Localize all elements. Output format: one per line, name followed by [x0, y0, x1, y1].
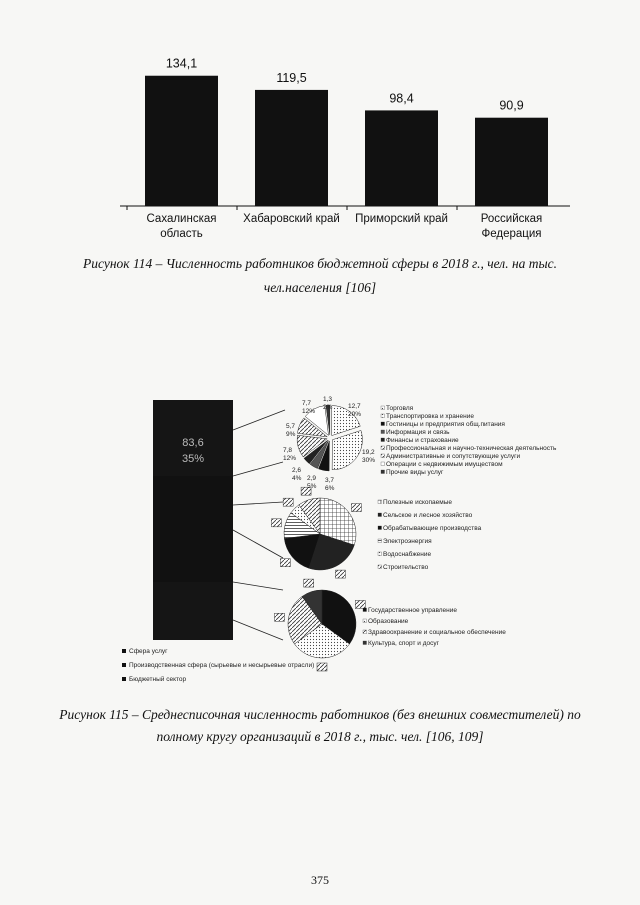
pie1-label: 5% [307, 483, 317, 490]
svg-text:Здравоохранение и социальное о: Здравоохранение и социальное обеспечение [368, 629, 506, 636]
fig114-caption-line1: Рисунок 114 – Численность работников бюджетной сферы в 2018 г., чел. на тыс. [82, 256, 558, 271]
pie-data-label-box [317, 663, 327, 671]
legend-marker [363, 641, 367, 645]
svg-text:Профессиональная и научно-техн: Профессиональная и научно-техническая деятельность [386, 445, 557, 452]
bar-category-label: Хабаровский край [243, 213, 340, 225]
connector-line [233, 620, 283, 640]
bar-category-label: область [160, 228, 203, 240]
stacked-bar-pct: 35% [181, 453, 205, 465]
svg-text:Культура, спорт и досуг: Культура, спорт и досуг [368, 640, 439, 647]
pie-data-label-box [275, 613, 285, 621]
pie1-label: 12% [302, 408, 316, 415]
pie1-label: 12% [283, 455, 297, 462]
svg-text:Образование: Образование [368, 618, 409, 625]
bar-value-label: 98,4 [389, 91, 414, 106]
legend-marker [381, 430, 385, 434]
stacked-bar-value: 83,6 [182, 437, 204, 449]
pie3-legend [368, 607, 506, 647]
legend-marker [381, 446, 385, 450]
svg-text:Гостиницы и предприятия общ.пи: Гостиницы и предприятия общ.питания [386, 421, 505, 428]
bar-category-label: Сахалинская [146, 213, 217, 225]
pie1-label: 6% [325, 485, 335, 492]
legend-marker [378, 513, 382, 517]
bar [255, 90, 328, 206]
connector-line [233, 582, 283, 590]
svg-text:Торговля: Торговля [386, 405, 414, 412]
bar-category-label: Российская [480, 213, 543, 225]
legend-marker [378, 565, 382, 569]
pie1-legend [386, 405, 557, 476]
svg-text:Сельское и лесное хозяйство: Сельское и лесное хозяйство [383, 512, 473, 519]
svg-text:Операции с недвижимым имуществ: Операции с недвижимым имуществом [386, 461, 503, 468]
svg-text:Информация и связь: Информация и связь [386, 429, 450, 436]
svg-text:Финансы и страхование: Финансы и страхование [386, 437, 459, 444]
legend-marker [363, 619, 367, 623]
legend-marker [363, 630, 367, 634]
svg-text:Государственное управление: Государственное управление [368, 607, 457, 614]
bar-category-label: Приморский край [355, 213, 448, 225]
connector-line [233, 530, 283, 558]
bar-value-label: 90,9 [499, 98, 524, 113]
pie-data-label-box [351, 504, 361, 512]
pie1-label: 7,8 [283, 447, 293, 454]
pie-data-label-box [280, 559, 290, 567]
svg-text:Транспортировка и хранение: Транспортировка и хранение [386, 413, 474, 420]
pie1-label: 19,2 [362, 449, 375, 456]
bar-value-label: 134,1 [165, 56, 198, 71]
legend-marker [381, 422, 385, 426]
fig115-caption-line2: полному кругу организаций в 2018 г., тыс. чел. [106, 109] [156, 729, 484, 744]
legend-marker [378, 552, 382, 556]
legend-marker [381, 438, 385, 442]
pie-slice [332, 430, 362, 469]
svg-text:Строительство: Строительство [383, 564, 429, 571]
pie1-label: 30% [362, 457, 376, 464]
legend-marker [381, 454, 385, 458]
pie2-legend [383, 499, 482, 571]
legend-marker [381, 470, 385, 474]
bar [475, 118, 548, 206]
svg-text:Водоснабжение: Водоснабжение [383, 551, 432, 558]
bar [145, 76, 218, 206]
pie1-label: 2% [323, 404, 333, 411]
pie1-label: 2,6 [292, 467, 302, 474]
pie1-label: 5,7 [286, 423, 296, 430]
stacked-bar-budget [153, 582, 233, 640]
fig114-bar-chart [0, 0, 640, 260]
pie-data-label-box [335, 570, 345, 578]
connector-line [233, 502, 283, 505]
bar [365, 110, 438, 206]
connector-line [233, 462, 283, 476]
svg-text:Производственная сфера (сырьев: Производственная сфера (сырьевые и несырьевые отрасли) [129, 662, 315, 669]
pie1-label: 1,3 [323, 396, 333, 403]
stacked-bar-legend [122, 648, 314, 683]
svg-text:Бюджетный сектор: Бюджетный сектор [129, 676, 187, 683]
pie1-label: 4% [292, 475, 302, 482]
pie-data-label-box [304, 579, 314, 587]
legend-marker [363, 608, 367, 612]
bar-category-label: Федерация [481, 228, 542, 240]
page-number: 375 [311, 873, 329, 887]
pie1-label: 12,7 [348, 403, 361, 410]
stacked-bar-production [153, 476, 233, 582]
svg-text:Электроэнергия: Электроэнергия [383, 538, 432, 545]
pie1-label: 3,7 [325, 477, 335, 484]
pie1-label: 2,9 [307, 475, 317, 482]
svg-text:Полезные ископаемые: Полезные ископаемые [383, 499, 452, 506]
svg-text:Прочие виды услуг: Прочие виды услуг [386, 469, 444, 476]
legend-marker [378, 526, 382, 530]
pie-data-label-box [271, 519, 281, 527]
pie1-label: 9% [286, 431, 296, 438]
legend-marker [381, 414, 385, 418]
pie-data-label-box [355, 600, 365, 608]
fig115-caption-line1: Рисунок 115 – Среднесписочная численность работников (без внешних совместителей) по [59, 707, 581, 722]
fig114-caption-line2: чел.населения [106] [263, 280, 377, 295]
svg-text:Сфера услуг: Сфера услуг [129, 648, 168, 655]
fig115-composite-chart [0, 380, 640, 690]
connector-line [233, 410, 285, 430]
pie1-label: 20% [348, 411, 362, 418]
pie-data-label-box [283, 498, 293, 506]
bar-value-label: 119,5 [276, 70, 307, 85]
legend-marker [378, 500, 382, 504]
svg-text:Обрабатывающие производства: Обрабатывающие производства [383, 525, 482, 532]
legend-marker [381, 462, 385, 466]
legend-marker [381, 406, 385, 410]
svg-text:Административные и сопутствующ: Административные и сопутствующие услуги [386, 453, 521, 460]
pie1-label: 7,7 [302, 400, 312, 407]
legend-marker [378, 539, 382, 543]
